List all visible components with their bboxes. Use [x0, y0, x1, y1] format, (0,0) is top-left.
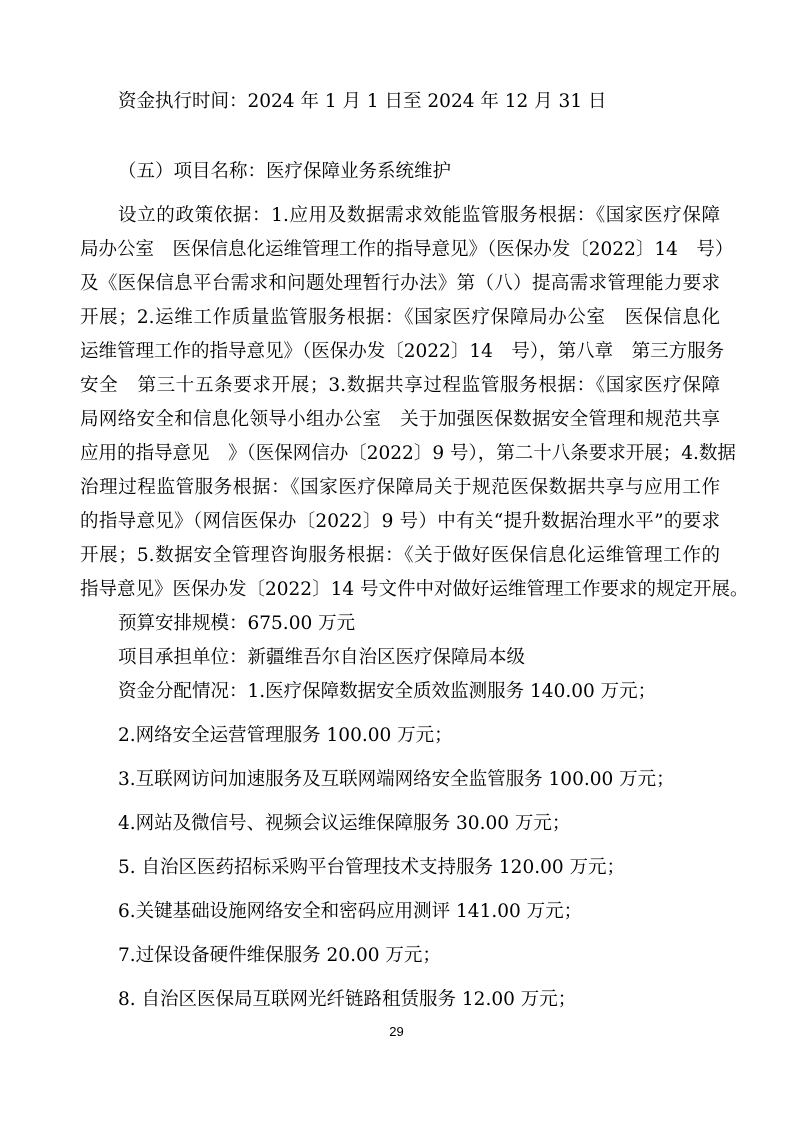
text-line-policy-basis: 开展；5.数据安全管理咨询服务根据：《关于做好医保信息化运维管理工作的: [80, 545, 720, 566]
text-line-budget-scale: 预算安排规模：675.00 万元: [118, 613, 356, 634]
list-item-allocation: 6.关键基础设施网络安全和密码应用测评 141.00 万元；: [118, 901, 583, 922]
list-item-allocation: 2.网络安全运营管理服务 100.00 万元；: [118, 725, 453, 746]
section-heading-project-name: （五）项目名称：医疗保障业务系统维护: [118, 161, 452, 182]
text-line-policy-basis: 安全 第三十五条要求开展；3.数据共享过程监管服务根据：《国家医疗保障: [80, 375, 720, 396]
text-line-fund-allocation: 资金分配情况：1.医疗保障数据安全质效监测服务 140.00 万元；: [118, 681, 657, 702]
text-line-policy-basis: 运维管理工作的指导意见》（医保办发〔2022〕14 号），第八章 第三方服务: [80, 341, 725, 362]
text-line-policy-basis: 指导意见》医保办发〔2022〕14 号文件中对做好运维管理工作要求的规定开展。: [80, 579, 749, 600]
list-item-allocation: 7.过保设备硬件维保服务 20.00 万元；: [118, 945, 441, 966]
text-line-policy-basis: 的指导意见》（网信医保办〔2022〕9 号）中有关“提升数据治理水平”的要求: [80, 511, 720, 532]
text-line-execution-time: 资金执行时间：2024 年 1 月 1 日至 2024 年 12 月 31 日: [118, 91, 607, 112]
text-line-policy-basis: 设立的政策依据：1.应用及数据需求效能监管服务根据：《国家医疗保障: [118, 205, 720, 226]
text-line-policy-basis: 局办公室 医保信息化运维管理工作的指导意见》（医保办发〔2022〕14 号）: [80, 239, 734, 260]
text-line-policy-basis: 应用的指导意见 》（医保网信办〔2022〕9 号），第二十八条要求开展；4.数据: [80, 443, 736, 464]
text-line-policy-basis: 开展；2.运维工作质量监管服务根据：《国家医疗保障局办公室 医保信息化: [80, 307, 720, 328]
text-line-responsible-unit: 项目承担单位：新疆维吾尔自治区医疗保障局本级: [118, 647, 526, 668]
list-item-allocation: 8. 自治区医保局互联网光纤链路租赁服务 12.00 万元；: [118, 989, 577, 1010]
list-item-allocation: 4.网站及微信号、视频会议运维保障服务 30.00 万元；: [118, 813, 571, 834]
list-item-allocation: 5. 自治区医药招标采购平台管理技术支持服务 120.00 万元；: [118, 857, 626, 878]
text-line-policy-basis: 局网络安全和信息化领导小组办公室 关于加强医保数据安全管理和规范共享: [80, 409, 720, 430]
text-line-policy-basis: 治理过程监管服务根据：《国家医疗保障局关于规范医保数据共享与应用工作: [80, 477, 720, 498]
text-line-policy-basis: 及《医保信息平台需求和问题处理暂行办法》第（八）提高需求管理能力要求: [80, 273, 720, 294]
list-item-allocation: 3.互联网访问加速服务及互联网端网络安全监管服务 100.00 万元；: [118, 769, 675, 790]
page-number: 29: [389, 1024, 404, 1039]
